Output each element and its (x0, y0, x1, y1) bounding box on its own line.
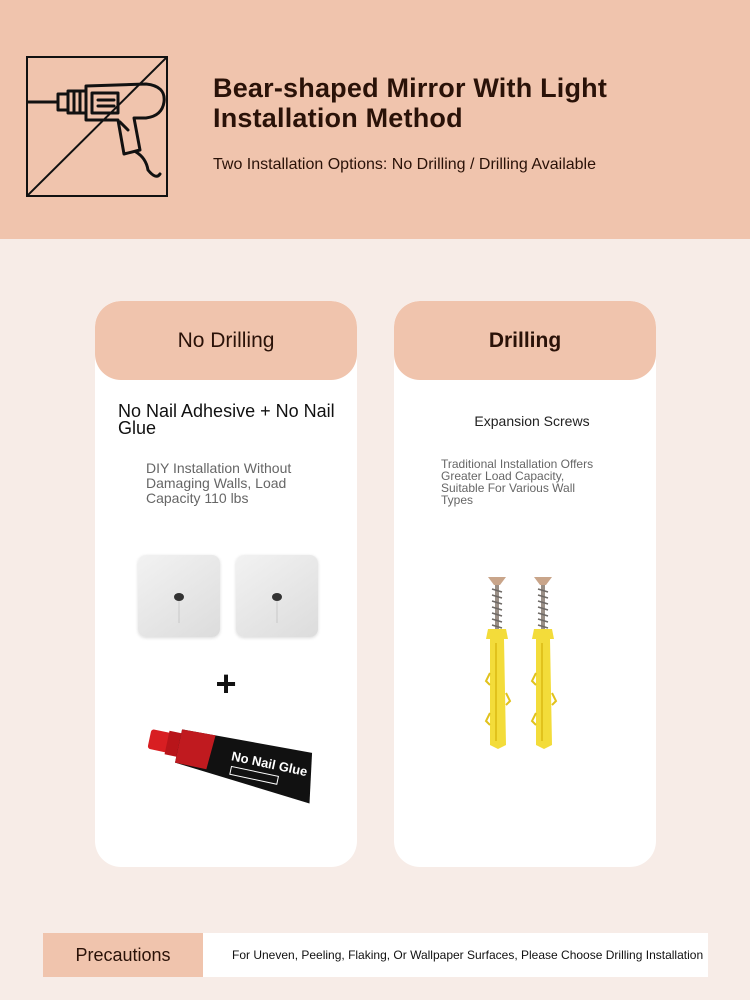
page-title-line1: Bear-shaped Mirror With Light (213, 73, 608, 103)
plus-sign: + (215, 663, 237, 704)
screw-anchor (532, 577, 556, 749)
page-subtitle: Two Installation Options: No Drilling / Drilling Available (213, 156, 596, 173)
precautions-label: Precautions (43, 933, 203, 977)
adhesive-pad-image (138, 555, 220, 637)
drill-icon (26, 56, 168, 197)
page-title-line2: Installation Method (213, 103, 463, 133)
drilling-main-text: Expansion Screws (474, 413, 590, 429)
no-drilling-heading: No Drilling (95, 301, 357, 380)
adhesive-pad-image (236, 555, 318, 637)
screw-anchor (486, 577, 510, 749)
expansion-screws-image (462, 573, 582, 753)
no-drilling-main-text: No Nail Adhesive + No Nail Glue (118, 401, 335, 438)
drilling-heading: Drilling (394, 301, 656, 380)
drilling-card (394, 301, 656, 867)
page-title (213, 73, 713, 133)
no-drilling-card (95, 301, 357, 867)
no-drilling-description: DIY Installation Without Damaging Walls, Load Capacity 110 lbs (146, 460, 292, 506)
glue-tube-image (139, 719, 329, 819)
drilling-description: Traditional Installation Offers Greater Load Capacity, Suitable For Various Wall Types (441, 457, 594, 507)
precautions-text: For Uneven, Peeling, Flaking, Or Wallpaper Surfaces, Please Choose Drilling Installation (203, 933, 708, 977)
glue-tube-label: No Nail Glue (230, 748, 309, 780)
